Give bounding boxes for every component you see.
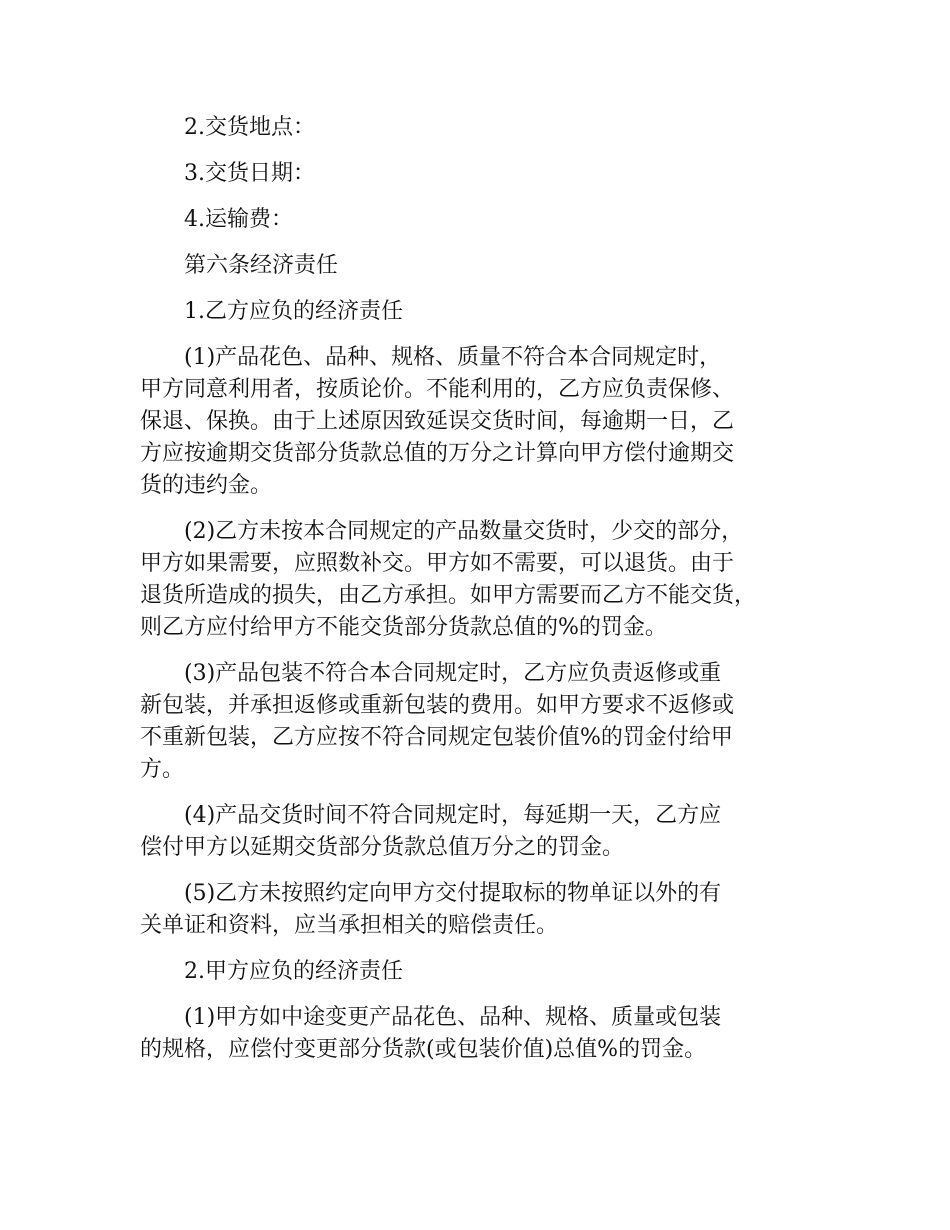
paragraph-line: (4)产品交货时间不符合同规定时，每延期一天，乙方应 [184,803,722,828]
clause-2-paragraph [140,516,830,644]
paragraph-line: 保退、保换。由于上述原因致延误交货时间，每逾期一日，乙 [140,409,735,434]
freight-line: 4.运输费： [184,207,293,232]
party-a-clause-1-paragraph [140,1002,830,1066]
paragraph-line: (3)产品包装不符合本合同规定时，乙方应负责返修或重 [184,661,722,686]
party-b-liability-heading: 1.乙方应负的经济责任 [184,299,403,324]
paragraph-line: 退货所造成的损失，由乙方承担。如甲方需要而乙方不能交货， [140,583,757,608]
paragraph-line: 的规格，应偿付变更部分货款(或包装价值)总值%的罚金。 [140,1037,707,1062]
document-body [140,112,830,1080]
paragraph-line: (5)乙方未按照约定向甲方交付提取标的物单证以外的有 [184,881,722,906]
article-six-heading: 第六条经济责任 [184,253,339,278]
paragraph-line: 方。 [140,757,185,782]
delivery-date-line: 3.交货日期： [184,161,315,186]
paragraph-line: 方应按逾期交货部分货款总值的万分之计算向甲方偿付逾期交 [140,441,735,466]
paragraph-line: 不重新包装，乙方应按不符合同规定包装价值%的罚金付给甲 [140,725,733,750]
party-a-liability-heading: 2.甲方应负的经济责任 [184,959,403,984]
paragraph-line: (2)乙方未按本合同规定的产品数量交货时，少交的部分， [184,519,744,544]
paragraph-line: 新包装，并承担返修或重新包装的费用。如甲方要求不返修或 [140,693,735,718]
paragraph-line: 关单证和资料，应当承担相关的赔偿责任。 [140,913,559,938]
paragraph-line: (1)甲方如中途变更产品花色、品种、规格、质量或包装 [184,1005,722,1030]
paragraph-line: (1)产品花色、品种、规格、质量不符合本合同规定时， [184,345,722,370]
delivery-location-line: 2.交货地点： [184,115,315,140]
clause-4-paragraph [140,800,830,864]
clause-5-paragraph [140,878,830,942]
clause-3-paragraph [140,658,830,786]
clause-1-paragraph [140,342,830,502]
paragraph-line: 偿付甲方以延期交货部分货款总值万分之的罚金。 [140,835,625,860]
paragraph-line: 甲方同意利用者，按质论价。不能利用的，乙方应负责保修、 [140,377,735,402]
paragraph-line: 货的违约金。 [140,473,273,498]
paragraph-line: 甲方如果需要，应照数补交。甲方如不需要，可以退货。由于 [140,551,735,576]
paragraph-line: 则乙方应付给甲方不能交货部分货款总值的%的罚金。 [140,615,667,640]
